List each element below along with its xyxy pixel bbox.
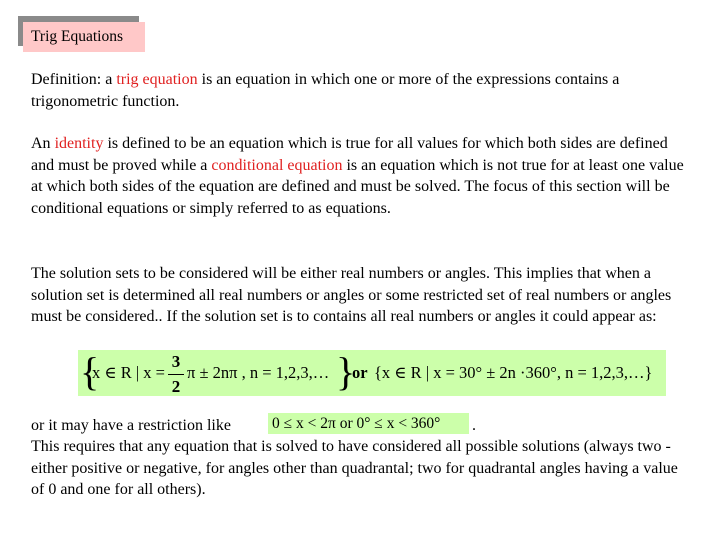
restriction-tail: . (472, 417, 476, 434)
definition-rest: is an equation in which one or more of the expressions contains a trigonometric function. (31, 71, 620, 110)
page-title: Trig Equations (23, 22, 145, 52)
definition-lead: Definition: a (31, 71, 117, 88)
solution-set-formula (78, 350, 666, 396)
definition-paragraph (31, 69, 691, 112)
fraction-denominator: 2 (171, 377, 181, 397)
fraction-numerator: 3 (171, 352, 181, 371)
solution-paragraph: The solution sets to be considered will be either real numbers or angles. This implies that when a solution set is determined all real numbers or angles or some restricted set of real numbers or angles must be considered.. If the solution set is to contains all real numbers or angles it could appear as: (31, 265, 672, 326)
closing-paragraph: This requires that any equation that is solved to have considered all possible solutions (always two - either positive or negative, for angles other than quadrantal; two for quadrantal angles having a value of 0 and one for all others). (31, 438, 678, 499)
set2-formula: {x ∈ R | x = 30° ± 2n ·360°, n = 1,2,3,…} (374, 363, 653, 382)
set1-suffix: π ± 2nπ , n = 1,2,3,… (187, 363, 330, 382)
set1-prefix: x ∈ R | x = (92, 363, 165, 382)
fraction-bar (168, 374, 184, 375)
restriction-formula: 0 ≤ x < 2π or 0° ≤ x < 360° (268, 413, 469, 434)
identity-paragraph (31, 133, 691, 219)
fraction-three-halves (166, 352, 186, 397)
or-word: or (352, 363, 368, 382)
identity-text-2: is defined to be an equation which is true for all values for which both sides are defined and must be proved while a (31, 135, 668, 174)
left-brace: { (80, 349, 100, 394)
restriction-lead: or it may have a restriction like (31, 417, 231, 434)
right-brace: } (336, 349, 356, 394)
identity-text-3: is an equation which is not true for at least one value at which both sides of the equation are defined and must be solved. The focus of this section will be conditional equations or simply referred to as equations. (31, 156, 684, 217)
identity-text-1: An (31, 135, 55, 152)
term-conditional-equation: conditional equation (211, 156, 343, 174)
term-trig-equation: trig equation (116, 71, 198, 88)
term-identity: identity (54, 135, 104, 152)
